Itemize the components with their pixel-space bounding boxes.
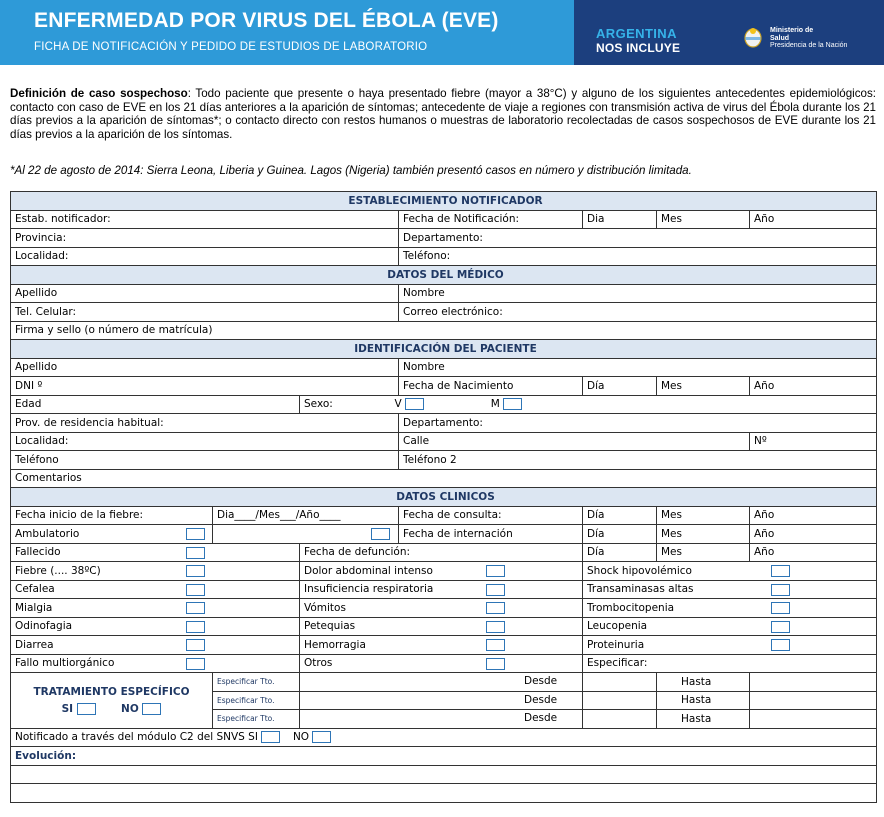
section-medico: DATOS DEL MÉDICO bbox=[11, 266, 877, 285]
desde-label: Desde bbox=[524, 675, 558, 687]
symptom-right-4: Proteinuria bbox=[583, 636, 877, 655]
estab-field[interactable]: Estab. notificador: bbox=[11, 210, 399, 229]
tto-field[interactable] bbox=[300, 710, 583, 729]
intern-mes-field[interactable]: Mes bbox=[657, 525, 750, 544]
intern-anio-field[interactable]: Año bbox=[750, 525, 877, 544]
fallecido-label: Fallecido bbox=[11, 543, 300, 562]
sexo-v-checkbox[interactable] bbox=[405, 398, 424, 410]
sexo-m-label: M bbox=[490, 398, 500, 411]
symptom-right-2: Trombocitopenia bbox=[583, 599, 877, 618]
defuncion-anio-field[interactable]: Año bbox=[750, 543, 877, 562]
sexo-m-checkbox[interactable] bbox=[503, 398, 522, 410]
evolucion-label: Evolución: bbox=[11, 747, 877, 766]
departamento-field[interactable]: Departamento: bbox=[399, 229, 877, 248]
symptom-left-checkbox[interactable] bbox=[186, 602, 205, 614]
sexo-field bbox=[300, 395, 877, 414]
section-clinicos: DATOS CLINICOS bbox=[11, 488, 877, 507]
especificar-tto-label: Especificar Tto. bbox=[213, 691, 300, 710]
provincia-field[interactable]: Provincia: bbox=[11, 229, 399, 248]
hasta-field[interactable] bbox=[750, 673, 877, 692]
brand-line-2: NOS INCLUYE bbox=[596, 41, 681, 55]
internacion-checkbox[interactable] bbox=[371, 528, 390, 540]
ambulatorio-checkbox[interactable] bbox=[186, 528, 205, 540]
symptom-left-4: Diarrea bbox=[11, 636, 300, 655]
notificado-no-checkbox[interactable] bbox=[312, 731, 331, 743]
paciente-apellido-field[interactable]: Apellido bbox=[11, 358, 399, 377]
especificar-field[interactable]: Especificar: bbox=[583, 654, 877, 673]
desde-label: Desde bbox=[524, 712, 558, 724]
notification-form bbox=[10, 191, 877, 803]
notificado-snvs-row bbox=[11, 728, 877, 747]
definition-text: : Todo paciente que presente o haya presentado fiebre (mayor a 38°C) y alguno de los siguientes antecedentes epidemiológicos: contacto con caso de EVE en los 21 días anteriores a la aparición de síntomas; antecedente de viaje a regiones con transmisión activa de virus del Ébola durante los 21 días previos a la aparición de síntomas*; o contacto directo con restos humanos o muestras de laboratorio recolectadas de casos sospechosos de EVE durante los 21 días previos a la aparición de los síntomas. bbox=[10, 87, 876, 141]
footnote: *Al 22 de agosto de 2014: Sierra Leona, Liberia y Guinea. Lagos (Nigeria) también presentó casos en número y distribución limitada. bbox=[10, 164, 692, 177]
definition-label: Definición de caso sospechoso bbox=[10, 87, 188, 100]
symptom-left-3: Odinofagia bbox=[11, 617, 300, 636]
tratamiento-si-checkbox[interactable] bbox=[77, 703, 96, 715]
notif-dia-field[interactable]: Dia bbox=[583, 210, 657, 229]
calle-field[interactable]: Calle bbox=[399, 432, 750, 451]
government-logo-panel bbox=[574, 0, 884, 65]
brand-line-1: ARGENTINA bbox=[596, 26, 677, 41]
edad-field[interactable]: Edad bbox=[11, 395, 300, 414]
desde-field[interactable] bbox=[583, 673, 657, 692]
desde-field[interactable] bbox=[583, 710, 657, 729]
symptom-mid-0: Dolor abdominal intenso bbox=[300, 562, 583, 581]
symptom-left-checkbox[interactable] bbox=[186, 639, 205, 651]
symptom-left-5: Fallo multiorgánico bbox=[11, 654, 300, 673]
notif-anio-field[interactable]: Año bbox=[750, 210, 877, 229]
tratamiento-no-label: NO bbox=[121, 702, 139, 715]
nac-mes-field[interactable]: Mes bbox=[657, 377, 750, 396]
nac-dia-field[interactable]: Día bbox=[583, 377, 657, 396]
evolucion-line[interactable] bbox=[11, 784, 877, 803]
paciente-departamento-field[interactable]: Departamento: bbox=[399, 414, 877, 433]
desde-label: Desde bbox=[524, 693, 558, 706]
hasta-label: Hasta bbox=[657, 710, 750, 729]
hasta-field[interactable] bbox=[750, 691, 877, 710]
defuncion-dia-field[interactable]: Día bbox=[583, 543, 657, 562]
section-paciente: IDENTIFICACIÓN DEL PACIENTE bbox=[11, 340, 877, 359]
symptom-right-checkbox[interactable] bbox=[771, 602, 790, 614]
tto-field[interactable] bbox=[300, 673, 583, 692]
fecha-consulta-label: Fecha de consulta: bbox=[399, 506, 583, 525]
tto-field[interactable] bbox=[300, 691, 583, 710]
tratamiento-cell bbox=[11, 673, 213, 729]
symptom-mid-checkbox[interactable] bbox=[486, 602, 505, 614]
consulta-anio-field[interactable]: Año bbox=[750, 506, 877, 525]
ministry-label: Ministerio de Salud Presidencia de la Nación bbox=[770, 27, 848, 49]
paciente-localidad-field[interactable]: Localidad: bbox=[11, 432, 399, 451]
fecha-fiebre-field[interactable]: Dia____/Mes___/Año____ bbox=[213, 506, 399, 525]
defuncion-mes-field[interactable]: Mes bbox=[657, 543, 750, 562]
suspected-case-definition bbox=[10, 87, 876, 141]
medico-nombre-field[interactable]: Nombre bbox=[399, 284, 877, 303]
fecha-defuncion-label: Fecha de defunción: bbox=[300, 543, 583, 562]
ambulatorio-label: Ambulatorio bbox=[11, 525, 213, 544]
intern-dia-field[interactable]: Día bbox=[583, 525, 657, 544]
section-establecimiento: ESTABLECIMIENTO NOTIFICADOR bbox=[11, 192, 877, 211]
form-subtitle: FICHA DE NOTIFICACIÓN Y PEDIDO DE ESTUDIOS DE LABORATORIO bbox=[34, 41, 428, 53]
symptom-mid-checkbox[interactable] bbox=[486, 621, 505, 633]
symptom-mid-checkbox[interactable] bbox=[486, 565, 505, 577]
tratamiento-label: TRATAMIENTO ESPECÍFICO bbox=[33, 685, 190, 698]
symptom-right-1: Transaminasas altas bbox=[583, 580, 877, 599]
symptom-right-0: Shock hipovolémico bbox=[583, 562, 877, 581]
sexo-v-label: V bbox=[394, 398, 402, 411]
medico-celular-field[interactable]: Tel. Celular: bbox=[11, 303, 399, 322]
sexo-label: Sexo: bbox=[304, 398, 333, 411]
especificar-tto-label: Especificar Tto. bbox=[213, 673, 300, 692]
paciente-telefono2-field[interactable]: Teléfono 2 bbox=[399, 451, 877, 470]
national-seal-icon bbox=[742, 26, 764, 48]
evolucion-line[interactable] bbox=[11, 765, 877, 784]
comentarios-field[interactable]: Comentarios bbox=[11, 469, 877, 488]
symptom-left-checkbox[interactable] bbox=[186, 658, 205, 670]
telefono-field[interactable]: Teléfono: bbox=[399, 247, 877, 266]
symptom-left-2: Mialgia bbox=[11, 599, 300, 618]
form-title: ENFERMEDAD POR VIRUS DEL ÉBOLA (EVE) bbox=[34, 9, 499, 32]
fecha-nacimiento-label: Fecha de Nacimiento bbox=[399, 377, 583, 396]
fecha-fiebre-label: Fecha inicio de la fiebre: bbox=[11, 506, 213, 525]
symptom-right-checkbox[interactable] bbox=[771, 565, 790, 577]
header-banner bbox=[0, 0, 574, 65]
symptom-mid-5: Otros bbox=[300, 654, 583, 673]
symptom-right-checkbox[interactable] bbox=[771, 621, 790, 633]
symptom-left-1: Cefalea bbox=[11, 580, 300, 599]
especificar-tto-label: Especificar Tto. bbox=[213, 710, 300, 729]
symptom-left-0: Fiebre (.... 38ºC) bbox=[11, 562, 300, 581]
symptom-right-checkbox[interactable] bbox=[771, 584, 790, 596]
symptom-right-3: Leucopenia bbox=[583, 617, 877, 636]
tratamiento-si-label: SI bbox=[61, 702, 74, 715]
medico-apellido-field[interactable]: Apellido bbox=[11, 284, 399, 303]
hasta-label: Hasta bbox=[657, 673, 750, 692]
symptom-left-checkbox[interactable] bbox=[186, 621, 205, 633]
symptom-mid-1: Insuficiencia respiratoria bbox=[300, 580, 583, 599]
firma-field[interactable]: Firma y sello (o número de matrícula) bbox=[11, 321, 877, 340]
fallecido-checkbox[interactable] bbox=[186, 547, 205, 559]
paciente-telefono-field[interactable]: Teléfono bbox=[11, 451, 399, 470]
consulta-dia-field[interactable]: Día bbox=[583, 506, 657, 525]
tratamiento-no-checkbox[interactable] bbox=[142, 703, 161, 715]
desde-field[interactable] bbox=[583, 691, 657, 710]
notificado-si-checkbox[interactable] bbox=[261, 731, 280, 743]
fecha-notificacion-label: Fecha de Notificación: bbox=[399, 210, 583, 229]
dni-field[interactable]: DNI º bbox=[11, 377, 399, 396]
hasta-label: Hasta bbox=[657, 691, 750, 710]
numero-field[interactable]: Nº bbox=[750, 432, 877, 451]
nac-anio-field[interactable]: Año bbox=[750, 377, 877, 396]
medico-correo-field[interactable]: Correo electrónico: bbox=[399, 303, 877, 322]
prov-residencia-field[interactable]: Prov. de residencia habitual: bbox=[11, 414, 399, 433]
notif-mes-field[interactable]: Mes bbox=[657, 210, 750, 229]
symptom-right-checkbox[interactable] bbox=[771, 639, 790, 651]
symptom-left-checkbox[interactable] bbox=[186, 565, 205, 577]
symptom-mid-4: Hemorragia bbox=[300, 636, 583, 655]
symptom-mid-checkbox[interactable] bbox=[486, 584, 505, 596]
paciente-nombre-field[interactable]: Nombre bbox=[399, 358, 877, 377]
notificado-label: Notificado a través del módulo C2 del SNVS SI bbox=[15, 731, 258, 744]
localidad-field[interactable]: Localidad: bbox=[11, 247, 399, 266]
symptom-mid-checkbox[interactable] bbox=[486, 639, 505, 651]
hasta-field[interactable] bbox=[750, 710, 877, 729]
fecha-internacion-label: Fecha de internación bbox=[399, 525, 583, 544]
symptom-mid-3: Petequias bbox=[300, 617, 583, 636]
consulta-mes-field[interactable]: Mes bbox=[657, 506, 750, 525]
symptom-mid-checkbox[interactable] bbox=[486, 658, 505, 670]
internacion-check-cell bbox=[213, 525, 399, 544]
symptom-left-checkbox[interactable] bbox=[186, 584, 205, 596]
symptom-mid-2: Vómitos bbox=[300, 599, 583, 618]
notificado-no-label: NO bbox=[292, 731, 310, 744]
